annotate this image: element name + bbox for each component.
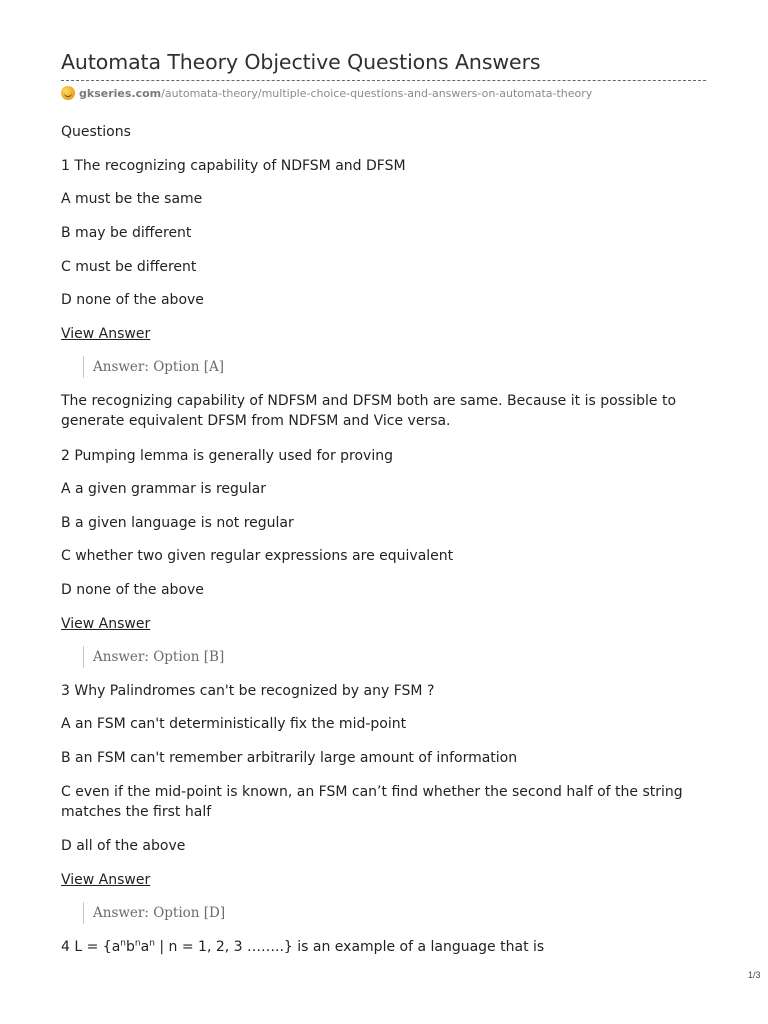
option-c: C even if the mid-point is known, an FSM can’t find whether the second half of the string matches the first half	[61, 784, 683, 820]
title-divider	[61, 80, 706, 81]
option-a: A must be the same	[61, 191, 203, 207]
answer-explanation: The recognizing capability of NDFSM and DFSM both are same. Because it is possible to generate equivalent DFSM from NDFSM and Vice versa.	[61, 393, 677, 429]
section-heading: Questions	[61, 124, 131, 140]
question-text-a: a	[140, 939, 150, 955]
question-text: 2 Pumping lemma is generally used for proving	[61, 448, 393, 464]
view-answer-link[interactable]: View Answer	[61, 326, 151, 342]
answer-box: Answer: Option [A]	[83, 356, 224, 378]
view-answer-link[interactable]: View Answer	[61, 616, 151, 632]
answer-box: Answer: Option [B]	[83, 646, 224, 668]
superscript-n: n	[120, 938, 126, 949]
source-domain[interactable]: gkseries.com	[79, 86, 162, 100]
option-c: C whether two given regular expressions are equivalent	[61, 548, 454, 564]
source-path[interactable]: /automata-theory/multiple-choice-questions-and-answers-on-automata-theory	[161, 86, 593, 100]
option-d: D none of the above	[61, 582, 204, 598]
option-d: D none of the above	[61, 292, 204, 308]
view-answer-link[interactable]: View Answer	[61, 872, 151, 888]
option-a: A a given grammar is regular	[61, 481, 267, 497]
page-title: Automata Theory Objective Questions Answers	[61, 50, 541, 74]
question-text	[61, 937, 544, 957]
option-b: B may be different	[61, 225, 192, 241]
superscript-n: n	[149, 938, 155, 949]
option-d: D all of the above	[61, 838, 186, 854]
source-link[interactable]	[61, 86, 592, 100]
question-text-prefix: 4 L = {a	[61, 939, 121, 955]
superscript-n: n	[134, 938, 141, 949]
option-b: B a given language is not regular	[61, 515, 294, 531]
question-text: 1 The recognizing capability of NDFSM and DFSM	[61, 158, 406, 174]
answer-box: Answer: Option [D]	[83, 902, 225, 924]
option-a: A an FSM can't deterministically fix the mid-point	[61, 716, 407, 732]
question-text: 3 Why Palindromes can't be recognized by any FSM ?	[61, 683, 435, 699]
question-text-suffix: | n = 1, 2, 3 ……..} is an example of a language that is	[154, 939, 545, 955]
option-c: C must be different	[61, 259, 197, 275]
site-favicon-icon	[61, 86, 75, 100]
question-text-b: b	[126, 939, 135, 955]
page-number: 1/3	[748, 970, 761, 980]
option-b: B an FSM can't remember arbitrarily large amount of information	[61, 750, 518, 766]
